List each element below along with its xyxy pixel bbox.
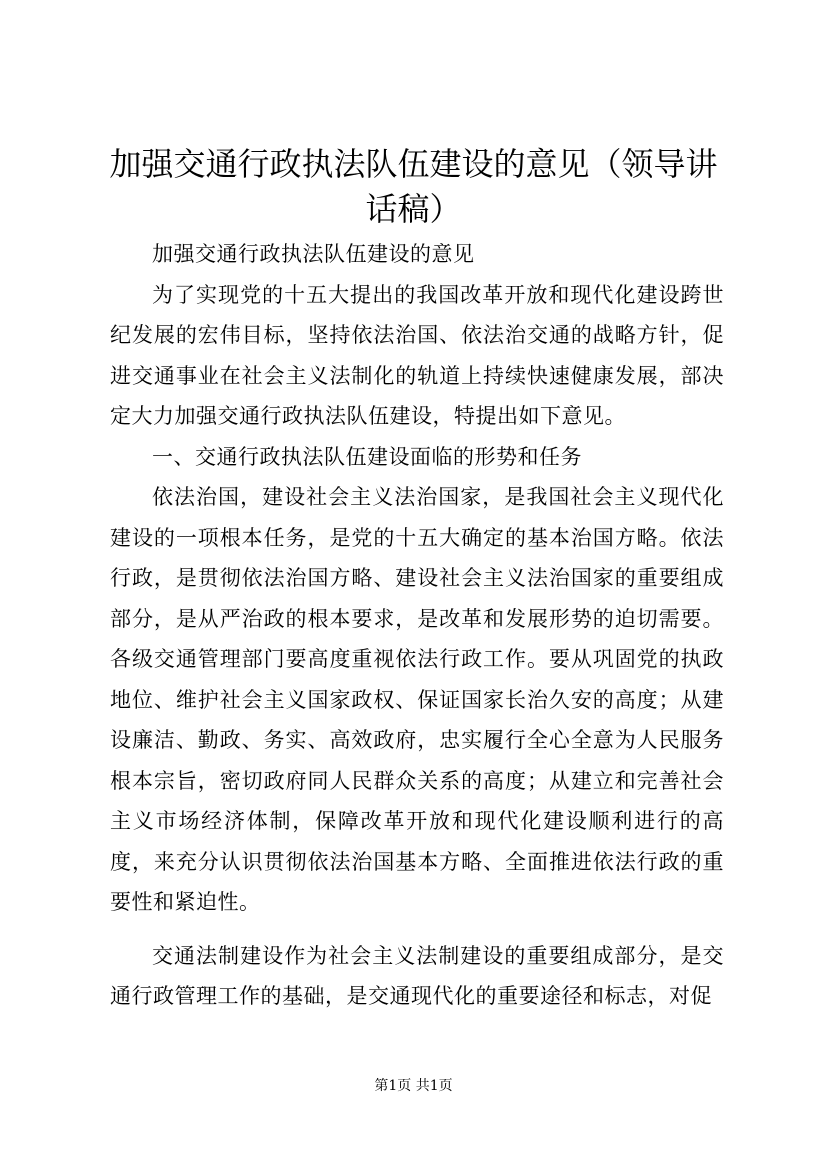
document-body xyxy=(110,234,724,1017)
section-heading-1: 一、交通行政执法队伍建设面临的形势和任务 xyxy=(152,444,582,469)
paragraph-1: 依法治国，建设社会主义法治国家，是我国社会主义现代化建设的一项根本任务，是党的十五大确定的基本治国方略。依法行政，是贯彻依法治国方略、建设社会主义法治国家的重要组成部分，是从严治政的根本要求，是改革和发展形势的迫切需要。各级交通管理部门要高度重视依法行政工作。要从巩固党的执政地位、维护社会主义国家政权、保证国家长治久安的高度；从建设廉洁、勤政、务实、高效政府，忠实履行全心全意为人民服务根本宗旨，密切政府同人民群众关系的高度；从建立和完善社会主义市场经济体制，保障改革开放和现代化建设顺利进行的高度，来充分认识贯彻依法治国基本方略、全面推进依法行政的重要性和紧迫性。 xyxy=(110,485,724,914)
page-footer: 第1页 共1页 xyxy=(374,1078,453,1094)
paragraph-intro: 为了实现党的十五大提出的我国改革开放和现代化建设跨世纪发展的宏伟目标，坚持依法治国、依法治交通的战略方针，促进交通事业在社会主义法制化的轨道上持续快速健康发展，部决定大力加强交通行政执法队伍建设，特提出如下意见。 xyxy=(110,282,724,428)
paragraph-2: 交通法制建设作为社会主义法制建设的重要组成部分，是交通行政管理工作的基础，是交通现代化的重要途径和标志，对促 xyxy=(110,943,724,1008)
document-title: 加强交通行政执法队伍建设的意见（领导讲话稿） xyxy=(109,145,718,228)
section-heading-intro: 加强交通行政执法队伍建设的意见 xyxy=(152,242,475,266)
